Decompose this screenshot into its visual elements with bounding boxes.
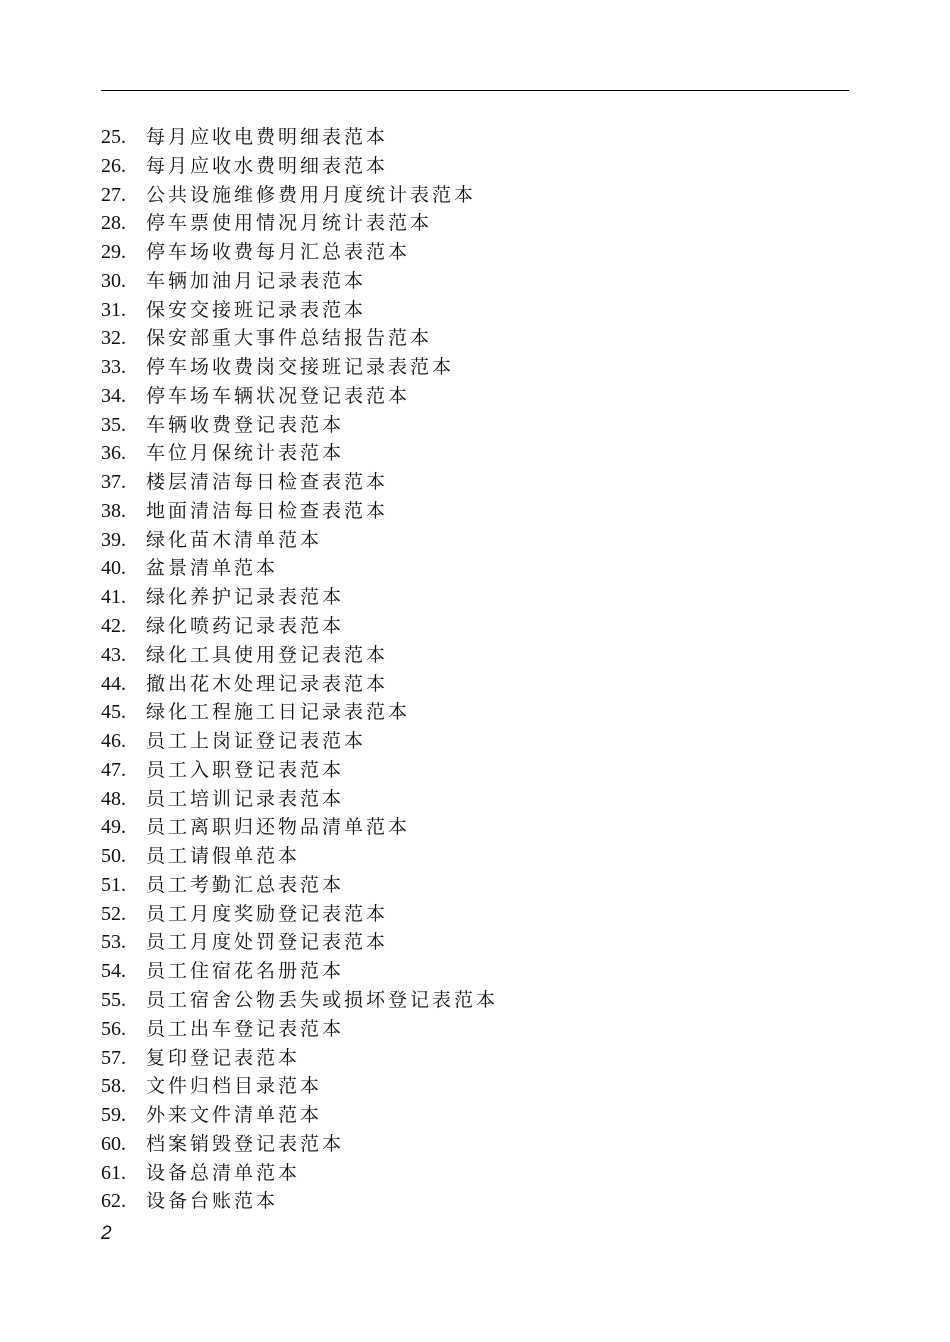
list-item [101,727,498,756]
list-item-title: 员工上岗证登记表范本 [146,730,367,753]
list-item [101,411,498,440]
list-item [101,1015,498,1044]
list-item-number: 40. [101,557,126,580]
list-item-number: 37. [101,471,126,494]
list-item-number: 36. [101,442,126,465]
list-item-number: 45. [101,701,126,724]
list-item-title: 员工离职归还物品清单范本 [146,816,411,839]
list-item-number: 31. [101,298,126,321]
list-item-number: 39. [101,528,126,551]
list-item-number: 60. [101,1132,126,1155]
list-item [101,238,498,267]
list-item [101,181,498,210]
list-item-number: 46. [101,730,126,753]
list-item-number: 56. [101,1017,126,1040]
list-item-number: 30. [101,269,126,292]
list-item-title: 停车场车辆状况登记表范本 [146,384,411,407]
page-number: 2 [101,1223,112,1244]
list-item-number: 59. [101,1104,126,1127]
list-item-title: 停车场收费每月汇总表范本 [146,241,411,264]
list-item [101,353,498,382]
list-item [101,583,498,612]
list-item-number: 28. [101,212,126,235]
list-item-number: 27. [101,183,126,206]
list-item-number: 52. [101,902,126,925]
list-item [101,439,498,468]
list-item-title: 绿化喷药记录表范本 [146,615,345,638]
list-item-title: 员工住宿花名册范本 [146,960,345,983]
list-item-title: 盆景清单范本 [146,557,279,580]
list-item [101,152,498,181]
list-item [101,641,498,670]
list-item-number: 34. [101,384,126,407]
list-item-title: 复印登记表范本 [146,1046,301,1069]
list-item [101,497,498,526]
list-item-number: 62. [101,1190,126,1213]
list-item-title: 撤出花木处理记录表范本 [146,672,389,695]
list-item-number: 41. [101,586,126,609]
list-item-title: 车位月保统计表范本 [146,442,345,465]
list-item-title: 绿化养护记录表范本 [146,586,345,609]
list-item-title: 公共设施维修费用月度统计表范本 [146,183,477,206]
list-item-title: 员工出车登记表范本 [146,1017,345,1040]
list-item-number: 44. [101,672,126,695]
list-item-title: 设备台账范本 [146,1190,279,1213]
list-item-title: 档案销毁登记表范本 [146,1132,345,1155]
toc-list [101,123,498,1216]
list-item-title: 员工入职登记表范本 [146,758,345,781]
list-item-number: 57. [101,1046,126,1069]
list-item [101,813,498,842]
list-item-title: 每月应收电费明细表范本 [146,126,389,148]
list-item [101,209,498,238]
list-item [101,785,498,814]
list-item-number: 51. [101,873,126,896]
list-item-title: 员工月度处罚登记表范本 [146,931,389,954]
list-item [101,1130,498,1159]
list-item-number: 35. [101,413,126,436]
list-item-title: 员工培训记录表范本 [146,787,345,810]
list-item-number: 50. [101,845,126,868]
list-item [101,382,498,411]
list-item-title: 地面清洁每日检查表范本 [146,499,389,522]
list-item-title: 绿化苗木清单范本 [146,528,323,551]
list-item-title: 员工月度奖励登记表范本 [146,902,389,925]
list-item-title: 车辆加油月记录表范本 [146,269,367,292]
list-item [101,842,498,871]
list-item [101,1159,498,1188]
list-item-title: 员工宿舍公物丢失或损坏登记表范本 [146,988,499,1011]
list-item-number: 32. [101,327,126,350]
list-item [101,123,498,152]
list-item-title: 员工考勤汇总表范本 [146,873,345,896]
list-item-title: 绿化工程施工日记录表范本 [146,701,411,724]
list-item-number: 49. [101,816,126,839]
list-item [101,526,498,555]
list-item [101,986,498,1015]
list-item-number: 26. [101,154,126,177]
list-item [101,554,498,583]
list-item-title: 停车票使用情况月统计表范本 [146,212,433,235]
list-item-number: 43. [101,643,126,666]
list-item-number: 42. [101,615,126,638]
list-item-title: 保安部重大事件总结报告范本 [146,327,433,350]
list-item [101,756,498,785]
list-item-number: 61. [101,1161,126,1184]
list-item [101,900,498,929]
list-item [101,324,498,353]
list-item [101,871,498,900]
list-item-title: 楼层清洁每日检查表范本 [146,471,389,494]
list-item [101,1187,498,1216]
list-item [101,698,498,727]
list-item-number: 53. [101,931,126,954]
list-item [101,1072,498,1101]
list-item [101,1044,498,1073]
list-item-title: 外来文件清单范本 [146,1104,323,1127]
list-item-number: 47. [101,758,126,781]
list-item-title: 文件归档目录范本 [146,1075,323,1098]
list-item-number: 54. [101,960,126,983]
list-item-title: 保安交接班记录表范本 [146,298,367,321]
list-item [101,267,498,296]
list-item-number: 55. [101,988,126,1011]
list-item [101,296,498,325]
list-item [101,957,498,986]
list-item-number: 25. [101,126,126,148]
list-item-number: 29. [101,241,126,264]
list-item-title: 绿化工具使用登记表范本 [146,643,389,666]
list-item-title: 停车场收费岗交接班记录表范本 [146,356,455,379]
list-item [101,468,498,497]
list-item [101,1101,498,1130]
list-item [101,612,498,641]
list-item-title: 车辆收费登记表范本 [146,413,345,436]
header-rule [101,90,849,91]
list-item-number: 48. [101,787,126,810]
list-item-title: 设备总清单范本 [146,1161,301,1184]
list-item-title: 员工请假单范本 [146,845,301,868]
list-item [101,928,498,957]
list-item-number: 38. [101,499,126,522]
list-item-title: 每月应收水费明细表范本 [146,154,389,177]
list-item [101,670,498,699]
list-item-number: 33. [101,356,126,379]
list-item-number: 58. [101,1075,126,1098]
